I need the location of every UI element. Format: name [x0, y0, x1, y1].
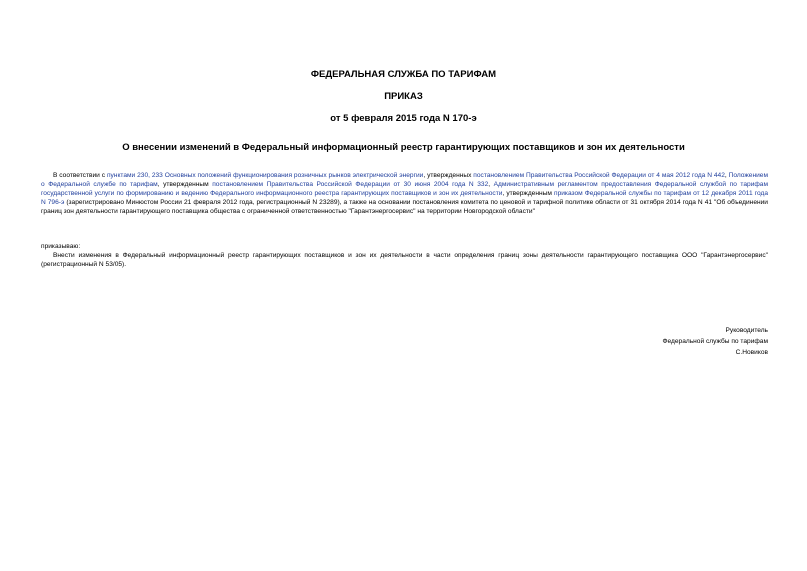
signature-organization: Федеральной службы по тарифам: [662, 337, 768, 345]
document-date-number: от 5 февраля 2015 года N 170-э: [330, 113, 477, 124]
signature-position: Руководитель: [725, 327, 768, 334]
document-title: О внесении изменений в Федеральный информационный реестр гарантирующих поставщиков и зон их деятельности: [122, 142, 685, 153]
signature-name: С.Новиков: [735, 348, 768, 356]
preamble-text: , утвержденных: [423, 172, 474, 179]
agency-name: ФЕДЕРАЛЬНАЯ СЛУЖБА ПО ТАРИФАМ: [310, 69, 497, 80]
link-retail-market-rules[interactable]: пунктами 230, 233 Основных положений функционирования розничных рынков электрической энергии: [106, 172, 424, 179]
link-resolution-332[interactable]: постановлением Правительства Российской Федерации от 30 июня 2004 года N 332: [212, 180, 489, 188]
preamble-text: ,: [724, 172, 729, 179]
order-word: приказываю:: [41, 243, 81, 250]
preamble-text: ,: [488, 180, 494, 188]
preamble-paragraph: [41, 172, 768, 217]
signature-block: [568, 326, 768, 358]
preamble-text: (зарегистрировано Минюстом России 21 февраля 2012 года, регистрационный N 23289), а также на основании постановления комитета по ценовой и тарифной политике области от 31 октября 2014 года N 41 "Об объединении границ зон деятельности гарантирующего поставщика общества с ограниченной ответственностью "Гарантэнергосервис" на территории Новгородской области": [41, 198, 768, 215]
preamble-text: , утвержденным: [157, 180, 213, 188]
link-fst-regulation[interactable]: Положением о Федеральной службе по тарифам: [41, 172, 768, 188]
link-administrative-regulation[interactable]: Административным регламентом предоставления Федеральной службой по тарифам государственной услуги по формированию и ведению Федерального информационного реестра гарантирующих поставщиков и зон их деятельности: [41, 180, 769, 197]
document-type: ПРИКАЗ: [384, 91, 423, 102]
preamble-text: , утвержденным: [502, 189, 554, 197]
preamble-text: В соответствии с: [53, 172, 107, 179]
link-order-796[interactable]: приказом Федеральной службы по тарифам от 12 декабря 2011 года N 796-э: [41, 189, 768, 206]
link-resolution-442[interactable]: постановлением Правительства Российской Федерации от 4 мая 2012 года N 442: [473, 172, 725, 179]
order-paragraph: Внести изменения в Федеральный информационный реестр гарантирующих поставщиков и зон их деятельности в части определения границ зоны деятельности гарантирующего поставщика ООО "Гарантэнергосервис" (регистрационный N 53/05).: [41, 252, 768, 268]
